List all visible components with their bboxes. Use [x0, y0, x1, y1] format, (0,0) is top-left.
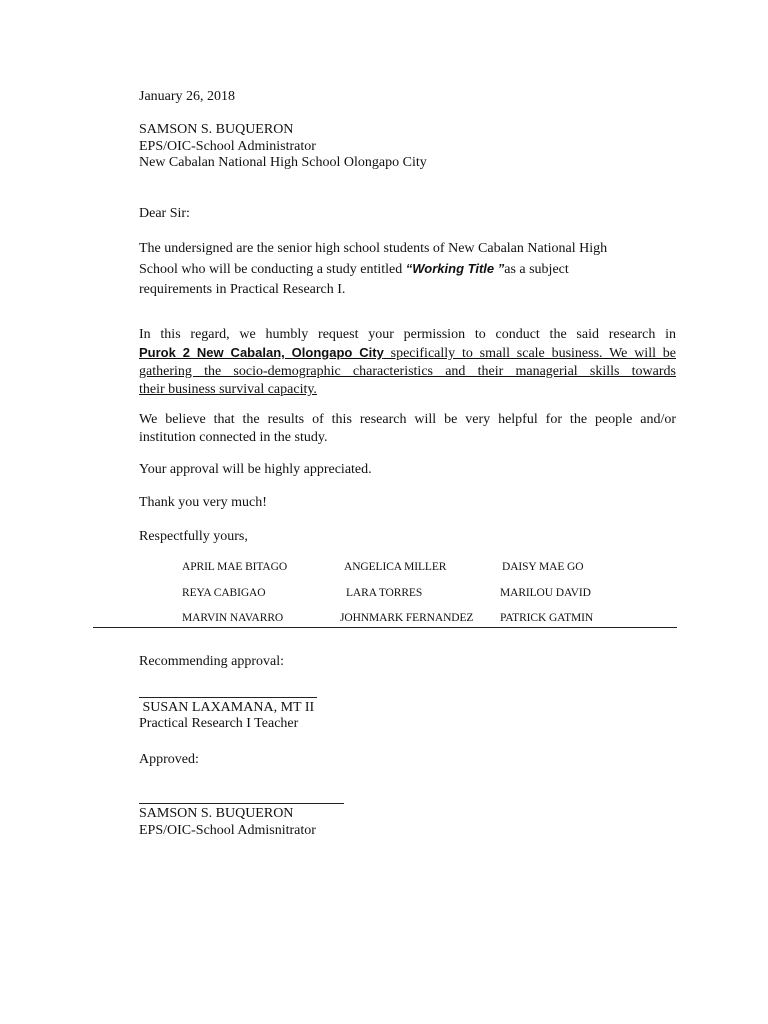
approval-sentence: Your approval will be highly appreciated.	[139, 462, 372, 477]
paragraph-line: their business survival capacity.	[139, 382, 317, 397]
student-name: REYA CABIGAO	[182, 587, 266, 599]
paragraph-line: We believe that the results of this research will be very helpful for the people and/or	[139, 412, 676, 427]
student-name: MARVIN NAVARRO	[182, 612, 284, 624]
paragraph-line	[139, 259, 676, 280]
approved-label: Approved:	[139, 752, 199, 767]
recommender-title: Practical Research I Teacher	[139, 716, 299, 731]
paragraph-intro	[139, 239, 676, 300]
thanks-sentence: Thank you very much!	[139, 495, 267, 510]
student-name: JOHNMARK FERNANDEZ	[340, 612, 474, 624]
student-name: PATRICK GATMIN	[500, 612, 594, 624]
recommending-label: Recommending approval:	[139, 654, 285, 669]
text-run: as a subject	[504, 262, 569, 277]
paragraph-line: requirements in Practical Research I.	[139, 282, 346, 297]
approver-title: EPS/OIC-School Admisnitrator	[139, 823, 316, 838]
student-name: MARILOU DAVID	[500, 587, 591, 599]
research-location: Purok 2 New Cabalan, Olongapo City	[139, 345, 384, 360]
recipient-title: EPS/OIC-School Administrator	[139, 139, 316, 154]
approver-name: SAMSON S. BUQUERON	[139, 806, 294, 821]
recipient-school: New Cabalan National High School Olongapo City	[139, 155, 427, 170]
salutation: Dear Sir:	[139, 206, 190, 221]
paragraph-line	[139, 344, 676, 363]
text-run: School who will be conducting a study entitled	[139, 262, 406, 277]
student-name: ANGELICA MILLER	[344, 561, 447, 573]
divider-line	[93, 627, 677, 628]
paragraph-line: In this regard, we humbly request your permission to conduct the said research in	[139, 327, 676, 342]
signature-line	[139, 697, 317, 698]
recipient-name: SAMSON S. BUQUERON	[139, 122, 294, 137]
paragraph-line: The undersigned are the senior high school students of New Cabalan National High	[139, 241, 608, 256]
letter-date: January 26, 2018	[139, 89, 236, 104]
paragraph-line: institution connected in the study.	[139, 430, 328, 445]
signature-line	[139, 803, 344, 804]
paragraph-request	[139, 326, 676, 399]
paragraph-belief	[139, 411, 676, 447]
closing: Respectfully yours,	[139, 529, 248, 544]
student-name: DAISY MAE GO	[502, 561, 584, 573]
recommender-name: SUSAN LAXAMANA, MT II	[139, 700, 315, 715]
student-name: APRIL MAE BITAGO	[182, 561, 288, 573]
paragraph-line: gathering the socio-demographic characteristics and their managerial skills towards	[139, 364, 676, 379]
working-title: “Working Title ”	[405, 261, 505, 276]
student-name: LARA TORRES	[346, 587, 423, 599]
text-run: specifically to small scale business. We will be	[383, 346, 676, 361]
